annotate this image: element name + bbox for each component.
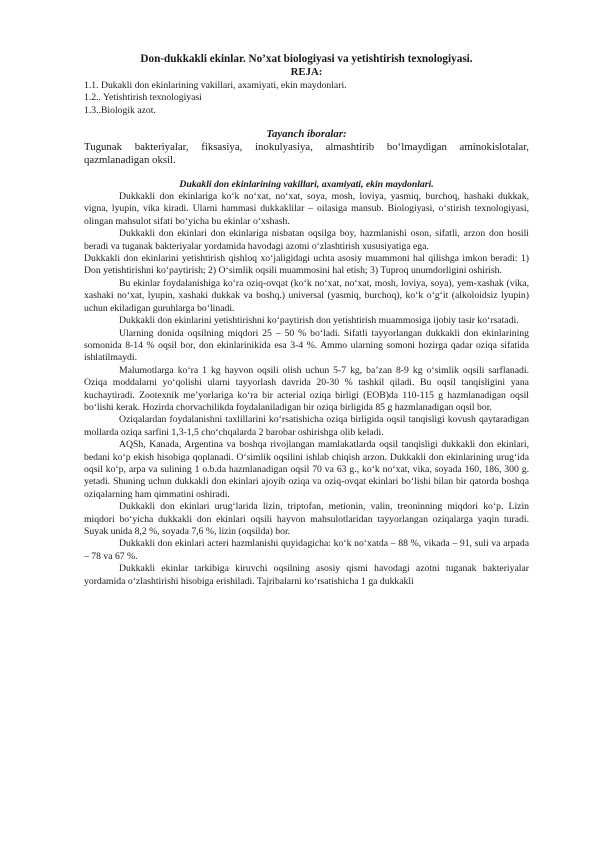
body-text: [84, 191, 529, 588]
body-paragraph: Dukkakli don ekinlarini yetishtirish qishloq xo‘jaligidagi uchta asosiy muammoni hal qilishga imkon beradi: 1) Don yetishtirishni ko‘paytirish; 2) O‘simlik oqsili muammosini hal etish; 3) Tuproq unumdorligini oshirish.: [84, 253, 529, 277]
body-paragraph: Bu ekinlar foydalanishiga ko‘ra oziq-ovqat (ko‘k no‘xat, no‘xat, mosh, loviya, soya), yem-xashak (vika, xashaki no‘xat, lyupin, xashaki dukkak va boshq.) universal (yasmiq, burchoq), ko‘k o‘g‘it (alkoloidsiz lyupin) uchun ekiladigan guruhlarga bo‘linadi.: [84, 277, 529, 314]
document-title: Don-dukkakli ekinlar. No’xat biologiyasi va yetishtirish texnologiyasi.: [140, 53, 473, 65]
body-paragraph: Dukkakli don ekinlari acteri hazmlanishi quyidagicha: ko‘k no‘xatda – 88 %, vikada – 91, suli va arpada – 78 va 67 %.: [84, 538, 529, 562]
document-page: [84, 53, 529, 588]
plan-list: [84, 80, 529, 117]
keywords-heading: Tayanch iboralar:: [266, 128, 347, 141]
section-heading: Dukakli don ekinlarining vakillari, axamiyati, ekin maydonlari.: [179, 178, 434, 190]
body-paragraph: Malumotlarga ko‘ra 1 kg hayvon oqsili olish uchun 5-7 kg, ba’zan 8-9 kg o‘simlik oqsili sarflanadi. Oziqa moddalarni yo‘qolishi ularni tayyorlash davrida 20-30 % tashkil qiladi. Bu oqsil tanqisligini yana kuchaytiradi. Zootexnik me’yorlariga ko‘ra bir acterial oziqa birligi (EOB)da 110-115 g hazmlanadigan oqsil bo‘lishi kerak. Hozirda chorvachilikda foydalaniladigan bir oziqa birligida 85 g hazmlanadigan oqsil bor.: [84, 364, 529, 413]
body-paragraph: Ularning donida oqsilning miqdori 25 – 50 % bo‘ladi. Sifatli tayyorlangan dukkakli don ekinlarining somonida 8-14 % oqsil bor, don ekinlarinikida esa 3-4 %. Ammo ularning somoni hozirga qadar oziqa sifatida ishlatilmaydi.: [84, 327, 529, 364]
plan-heading: REJA:: [290, 66, 323, 78]
plan-item: 1.1. Dukakli don ekinlarining vakillari, axamiyati, ekin maydonlari.: [84, 80, 347, 91]
keywords-text: Tugunak bakteriyalar, fiksasiya, inokulyasiya, almashtirib bo‘lmaydigan aminokislotalar, qazmlanadigan oksil.: [84, 141, 529, 167]
plan-item: 1.2.. Yetishtirish texnologiyasi: [84, 92, 202, 104]
body-paragraph: Dukkakli don ekinlariga ko‘k no‘xat, no‘xat, soya, mosh, loviya, yasmiq, burchoq, hashaki dukkak, vigna, lyupin, vika kiradi. Ularni hammasi dukkaklilar – oilasiga mansub. Biologiyasi, o‘stirish texnologiyasi, olingan mahsulot sifati bo‘yicha bu ekinlar o‘xshash.: [84, 191, 529, 227]
body-paragraph: Dukkakli ekinlar tarkibiga kiruvchi oqsilning asosiy qismi havodagi azotni tuganak bakteriyalar yordamida o‘zlashtirishi hisobiga erishiladi. Tajribalarni ko‘rsatishicha 1 ga dukkakli: [84, 563, 529, 587]
body-paragraph: Oziqalardan foydalanishni taxlillarini ko‘rsatishicha oziqa birligida oqsil tanqisligi kovush qaytaradigan mollarda oziqa sarfini 1,3-1,5 cho‘chqalarda 2 barobar oshirishga olib keladi.: [84, 414, 529, 438]
body-paragraph: AQSh, Kanada, Argentina va boshqa rivojlangan mamlakatlarda oqsil tanqisligi dukkakli don ekinlari, bedani ko‘p ekish hisobiga qoplanadi. O‘simlik oqsilini ishlab chiqish arzon. Dukkakli don ekinlarining urug‘ida oqsil ko‘p, arpa va sulining 1 o.b.da hazmlanadigan oqsil 70 va 63 g., ko‘k no‘xat, vika, soyada 160, 186, 300 g. yetadi. Shuning uchun dukkakli don ekinlari ajoyib oziqa va oziq-ovqat ekinlari bo‘lishi bilan bir qatorda boshqa oziqalarning ham qimmatini oshiradi.: [84, 439, 529, 500]
plan-item: 1.3..Biologik azot.: [84, 104, 156, 116]
body-paragraph: Dukkakli don ekinlarini yetishtirishni ko‘paytirish don yetishtirish muammosiga ijobiy tasir ko‘rsatadi.: [119, 315, 519, 327]
body-paragraph: Dukkakli don ekinlari don ekinlariga nisbatan oqsilga boy, hazmlanishi oson, sifatli, arzon don hosili beradi va tuganak bakteriyalar yordamida havodagi azotni o‘zlashtirish xususiyatiga ega.: [84, 228, 529, 252]
body-paragraph: Dukkakli don ekinlari urug‘larida lizin, triptofan, metionin, valin, treoninning miqdori ko‘p. Lizin miqdori bo‘yicha dukkakli don ekinlari oqsili hayvon mahsulotlaridan tayyorlangan oziqalarga yaqin turadi. Suyak unida 8,2 %, soyada 7,6 %, lizin (oqsilda) bor.: [84, 501, 529, 537]
